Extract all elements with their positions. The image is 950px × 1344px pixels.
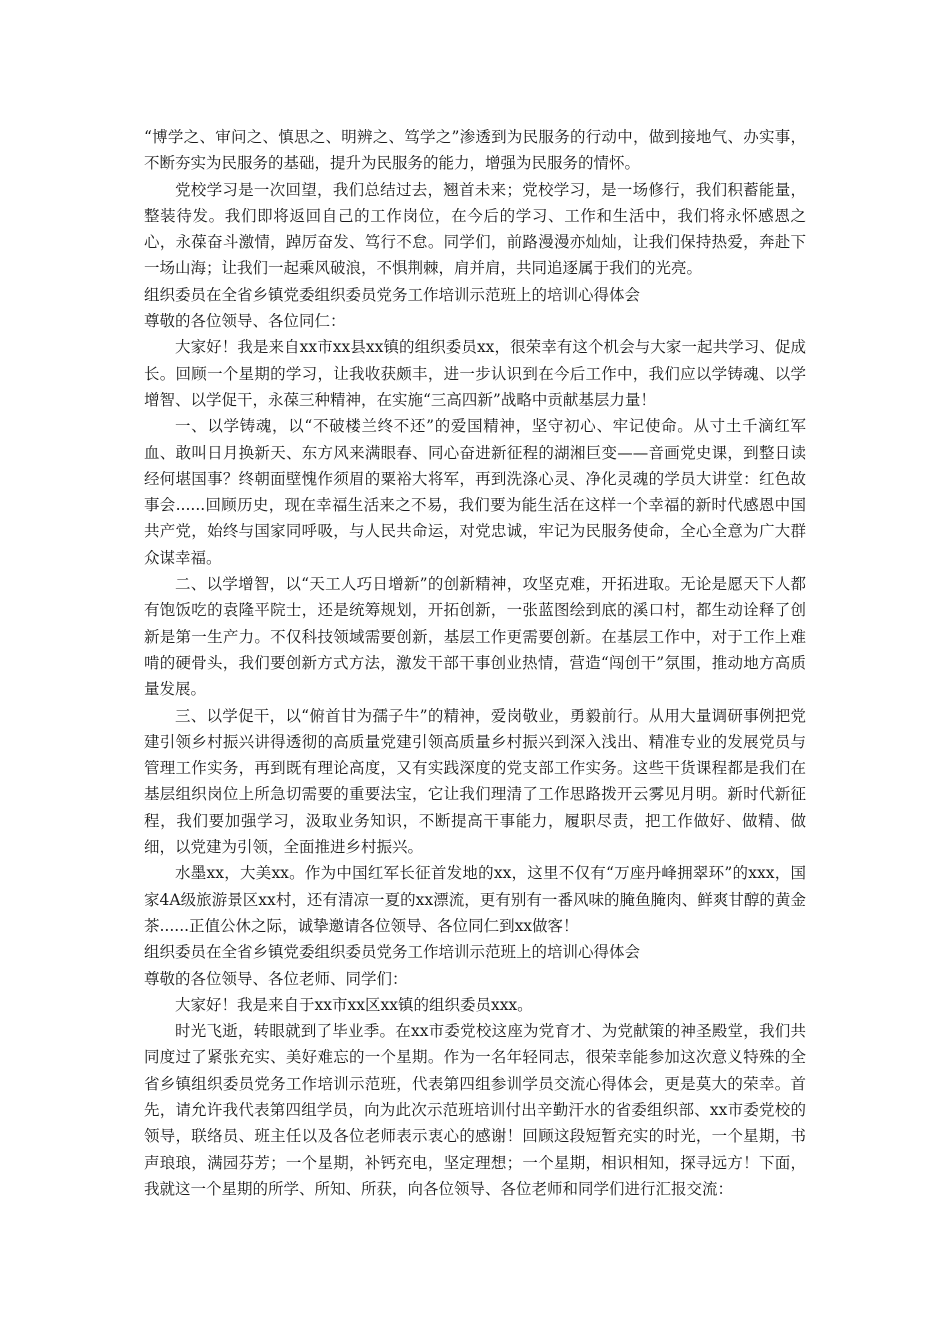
paragraph-point-three: 三、以学促干，以“俯首甘为孺子牛”的精神，爱岗敬业，勇毅前行。从用大量调研事例把党建引领乡村振兴讲得透彻的高质量党建引领高质量乡村振兴到深入浅出、精准专业的发展党员与管理工作实务，再到既有理论高度，又有实践深度的党支部工作实务。这些干货课程都是我们在基层组织岗位上所急切需要的重要法宝，它让我们理清了工作思路拨开云雾见月明。新时代新征程，我们要加强学习，汲取业务知识，不断提高干事能力，履职尽责，把工作做好、做精、做细，以党建为引领，全面推进乡村振兴。 — [144, 706, 806, 857]
salutation-2: 尊敬的各位领导、各位老师、同学们： — [144, 969, 408, 988]
paragraph-intro-2: 大家好！我是来自于xx市xx区xx镇的组织委员xxx。 — [175, 995, 533, 1014]
paragraph-intro-1: 大家好！我是来自xx市xx县xx镇的组织委员xx，很荣幸有这个机会与大家一起共学习、促成长。回顾一个星期的学习，让我收获颇丰，进一步认识到在今后工作中，我们应以学铸魂、以学增智、以学促干，永葆三种精神，在实施“三高四新”战略中贡献基层力量！ — [144, 338, 806, 409]
paragraph-invitation: 水墨xx，大美xx。作为中国红军长征首发地的xx，这里不仅有“万座丹峰拥翠环”的xxx，国家4A级旅游景区xx村，还有清凉一夏的xx漂流，更有别有一番风味的腌鱼腌肉、鲜爽甘醇的黄金茶......正值公休之际，诚挚邀请各位领导、各位同仁到xx做客！ — [144, 864, 806, 935]
paragraph-continued: “博学之、审问之、慎思之、明辨之、笃学之”渗透到为民服务的行动中，做到接地气、办实事，不断夯实为民服务的基础，提升为民服务的能力，增强为民服务的情怀。 — [144, 128, 806, 173]
paragraph-point-one: 一、以学铸魂，以“不破楼兰终不还”的爱国精神，坚守初心、牢记使命。从寸土千滴红军血、敢叫日月换新天、东方风来满眼春、同心奋进新征程的湖湘巨变——音画党史课，到整日读经何堪国事？终朝面壁愧作须眉的粟裕大将军，再到洗涤心灵、净化灵魂的学员大讲堂：红色故事会......回顾历史，现在幸福生活来之不易，我们要为能生活在这样一个幸福的新时代感恩中国共产党，始终与国家同呼吸，与人民共命运，对党忠诚，牢记为民服务使命，全心全意为广大群众谋幸福。 — [144, 417, 806, 567]
paragraph-party-school-reflection: 党校学习是一次回望，我们总结过去，翘首未来；党校学习，是一场修行，我们积蓄能量，整装待发。我们即将返回自己的工作岗位，在今后的学习、工作和生活中，我们将永怀感恩之心，永葆奋斗激情，踔厉奋发、笃行不怠。同学们，前路漫漫亦灿灿，让我们保持热爱，奔赴下一场山海；让我们一起乘风破浪，不惧荆棘，肩并肩，共同追逐属于我们的光亮。 — [144, 180, 806, 278]
section-heading-2: 组织委员在全省乡镇党委组织委员党务工作培训示范班上的培训心得体会 — [144, 943, 641, 962]
document-page — [144, 124, 806, 1202]
paragraph-graduation: 时光飞逝，转眼就到了毕业季。在xx市委党校这座为党育才、为党献策的神圣殿堂，我们共同度过了紧张充实、美好难忘的一个星期。作为一名年轻同志，很荣幸能参加这次意义特殊的全省乡镇组织委员党务工作培训示范班，代表第四组参训学员交流心得体会，更是莫大的荣幸。首先，请允许我代表第四组学员，向为此次示范班培训付出辛勤汗水的省委组织部、xx市委党校的领导，联络员、班主任以及各位老师表示衷心的感谢！回顾这段短暂充实的时光，一个星期，书声琅琅，满园芬芳；一个星期，补钙充电，坚定理想；一个星期，相识相知，探寻远方！下面，我就这一个星期的所学、所知、所获，向各位领导、各位老师和同学们进行汇报交流： — [144, 1022, 806, 1198]
salutation-1: 尊敬的各位领导、各位同仁： — [144, 312, 346, 331]
section-heading-1: 组织委员在全省乡镇党委组织委员党务工作培训示范班上的培训心得体会 — [144, 285, 641, 304]
paragraph-point-two: 二、以学增智，以“天工人巧日增新”的创新精神，攻坚克难，开拓进取。无论是愿天下人都有饱饭吃的袁隆平院士，还是统筹规划，开拓创新，一张蓝图绘到底的溪口村，都生动诠释了创新是第一生产力。不仅科技领域需要创新，基层工作更需要创新。在基层工作中，对于工作上难啃的硬骨头，我们要创新方式方法，激发干部干事创业热情，营造“闯创干”氛围，推动地方高质量发展。 — [144, 575, 806, 699]
